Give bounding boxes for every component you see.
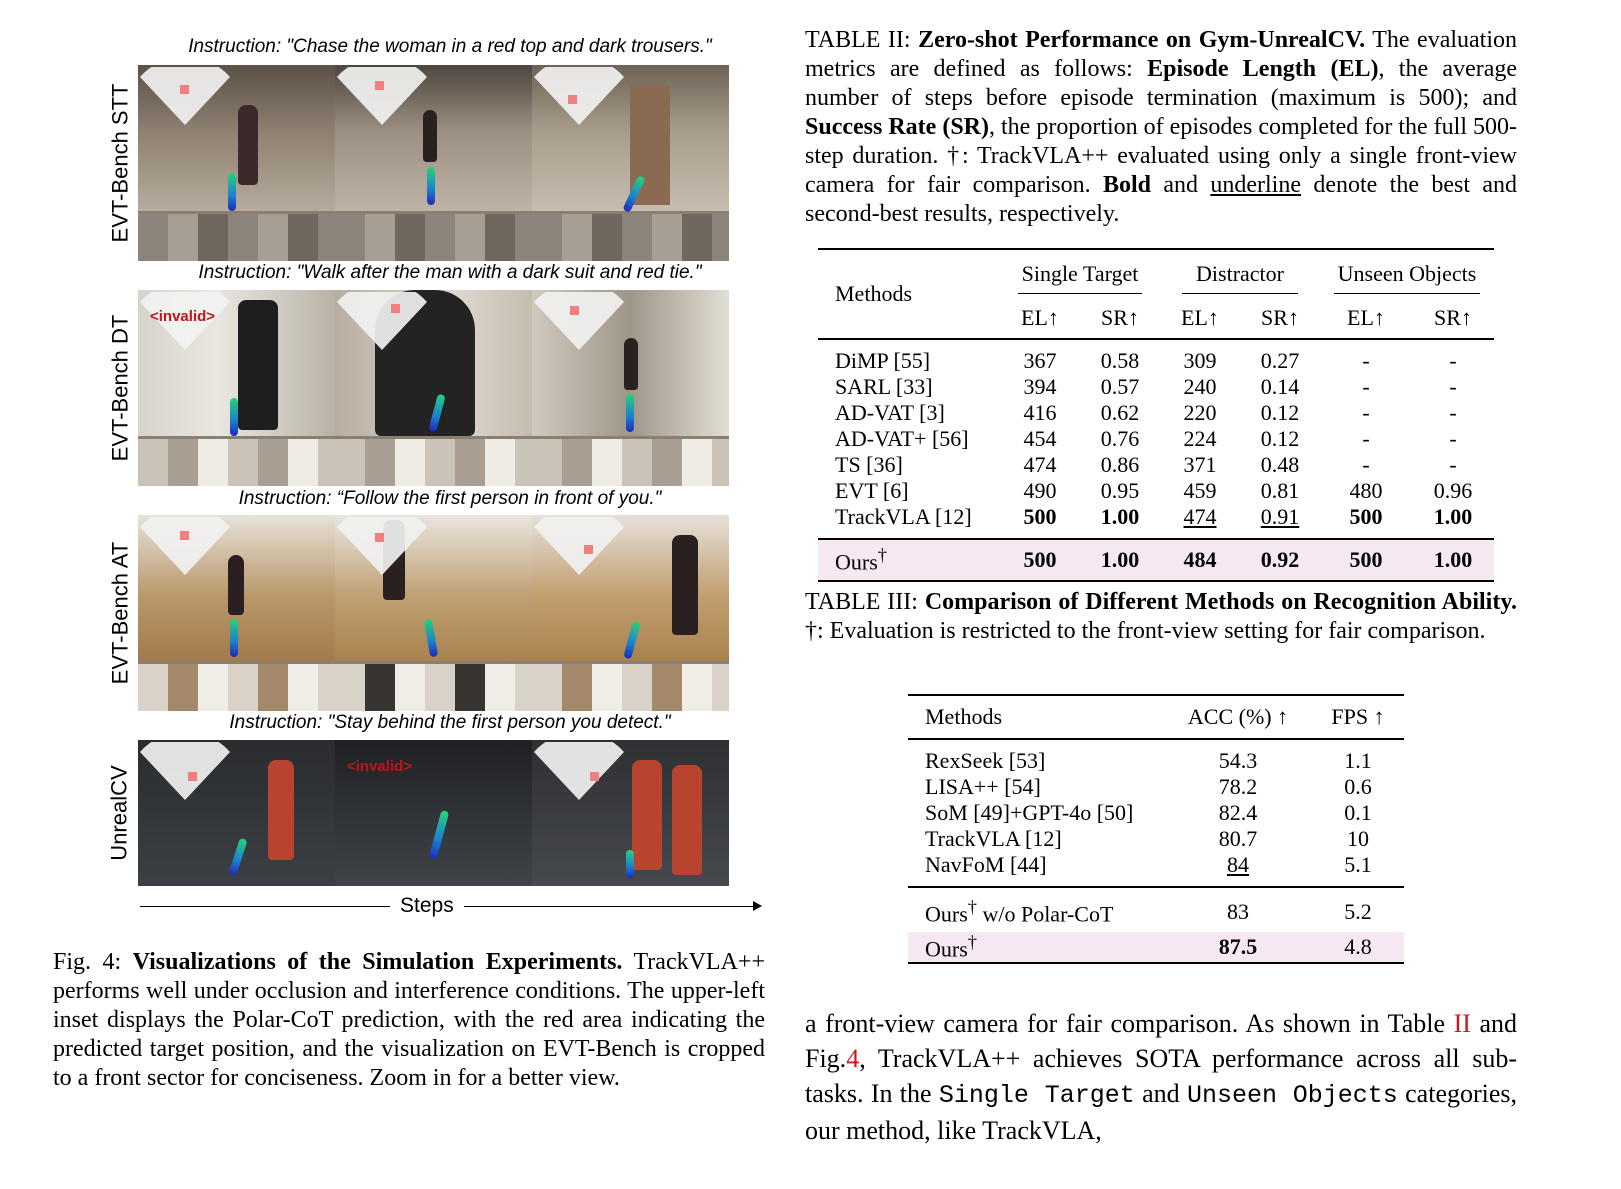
table-row-ours: Ours† 87.5 4.8: [908, 932, 1404, 963]
group-distractor: Distractor: [1182, 261, 1298, 294]
col-methods: Methods: [925, 704, 1002, 729]
table-row: AD-VAT [3] 416 0.62 220 0.12 - -: [835, 400, 1457, 425]
table-row: SoM [49]+GPT-4o [50] 82.4 0.1: [925, 800, 1372, 825]
table3: [908, 694, 1404, 964]
col-fps: FPS ↑: [1331, 704, 1385, 729]
instruction-dt: Instruction: "Walk after the man with a dark suit and red tie.": [198, 262, 702, 283]
dt-frame-3: [532, 290, 729, 486]
table-row: TS [36] 474 0.86 371 0.48 - -: [835, 452, 1457, 477]
arrow-right-icon: [753, 901, 762, 911]
subcol: SR↑: [1261, 305, 1299, 330]
body-paragraph: a front-view camera for fair comparison. As shown in Table II and Fig.4, TrackVLA++ achieves SOTA performance across all sub-tasks. In the Single Target and Unseen Objects categories, our method, like TrackVLA,: [805, 1009, 1518, 1145]
at-frame-3: [532, 515, 729, 711]
table3-caption: TABLE III: Comparison of Different Methods on Recognition Ability. †: Evaluation is restricted to the front-view setting for fair comparison.: [805, 589, 1518, 644]
row-label-unrealcv: UnrealCV: [107, 765, 132, 861]
table-row: TrackVLA [12] 500 1.00 474 0.91 500 1.00: [818, 504, 1494, 539]
steps-axis: [140, 894, 760, 920]
invalid-tag: <invalid>: [150, 308, 216, 325]
stt-frame-3: [532, 65, 729, 261]
row-label-at: EVT-Bench AT: [107, 541, 132, 685]
group-single-target: Single Target: [1018, 261, 1143, 294]
table-row-ablation: Ours† w/o Polar-CoT 83 5.2: [925, 896, 1372, 927]
at-frame-2: [335, 515, 532, 711]
subcol: EL↑: [1021, 305, 1059, 330]
table-row: SARL [33] 394 0.57 240 0.14 - -: [835, 374, 1457, 399]
instruction-unrealcv: Instruction: "Stay behind the first person you detect.": [229, 712, 671, 733]
figure-ref-link[interactable]: 4: [846, 1044, 860, 1073]
table-row: LISA++ [54] 78.2 0.6: [925, 774, 1372, 799]
at-frame-1: [138, 515, 335, 711]
table-row-ours: Ours† 500 1.00 484 0.92 500 1.00: [818, 539, 1494, 581]
steps-label: Steps: [390, 894, 464, 918]
table-row: EVT [6] 490 0.95 459 0.81 480 0.96: [835, 478, 1473, 503]
instruction-at: Instruction: “Follow the first person in front of you.": [238, 488, 662, 509]
subcol: SR↑: [1101, 305, 1139, 330]
subcol: SR↑: [1434, 305, 1472, 330]
col-methods: Methods: [835, 281, 912, 306]
table-row: NavFoM [44] 84 5.1: [908, 852, 1404, 887]
table-row: TrackVLA [12] 80.7 10: [925, 826, 1369, 851]
table-row: AD-VAT+ [56] 454 0.76 224 0.12 - -: [835, 426, 1457, 451]
row-label-dt: EVT-Bench DT: [107, 314, 132, 462]
table-row: RexSeek [53] 54.3 1.1: [925, 748, 1372, 773]
table-row: DiMP [55] 367 0.58 309 0.27 - -: [835, 348, 1457, 373]
figure-caption: Fig. 4: Visualizations of the Simulation Experiments. TrackVLA++ performs well under occlusion and interference conditions. The upper-left inset displays the Polar-CoT prediction, with the red area indicating the predicted target position, and the visualization on EVT-Bench is cropped to a front sector for conciseness. Zoom in for a better view.: [53, 949, 765, 1091]
table2-caption: TABLE II: Zero-shot Performance on Gym-UnrealCV. The evaluation metrics are defined as follows: Episode Length (EL), the average number of steps before episode termination (maximum is 500); and Success Rate (SR), the proportion of episodes completed for the full 500-step duration. †: TrackVLA++ evaluated using only a single front-view camera for fair comparison. Bold and underline denote the best and second-best results, respectively.: [805, 27, 1518, 227]
unrealcv-frame-1: [138, 740, 335, 886]
col-acc: ACC (%) ↑: [1187, 704, 1289, 729]
group-unseen-objects: Unseen Objects: [1334, 261, 1481, 294]
invalid-tag: <invalid>: [347, 758, 413, 775]
stt-frame-2: [335, 65, 532, 261]
dt-frame-1: [138, 290, 335, 486]
unrealcv-frame-2: [335, 740, 532, 886]
subcol: EL↑: [1347, 305, 1385, 330]
stt-frame-1: [138, 65, 335, 261]
row-label-stt: EVT-Bench STT: [107, 83, 133, 243]
table-ref-link[interactable]: II: [1453, 1009, 1471, 1038]
table2: [818, 248, 1494, 582]
dt-frame-2: [335, 290, 532, 486]
unrealcv-frame-3: [532, 740, 729, 886]
instruction-stt: Instruction: "Chase the woman in a red top and dark trousers.": [188, 36, 712, 57]
subcol: EL↑: [1181, 305, 1219, 330]
